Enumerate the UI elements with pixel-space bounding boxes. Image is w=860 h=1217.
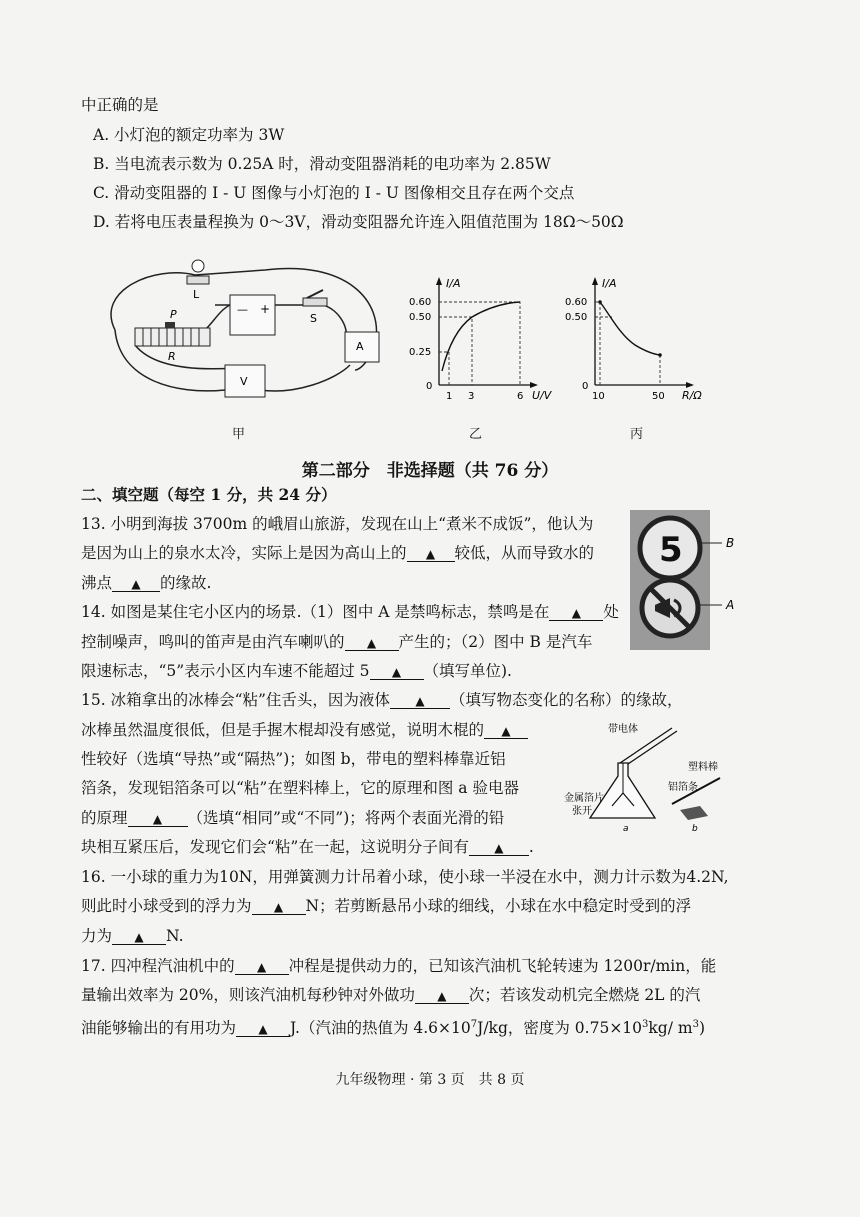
- electroscope-figure: [560, 718, 740, 838]
- ammeter-icon: [345, 332, 379, 362]
- answer-blank[interactable]: ▲: [549, 606, 603, 621]
- graph-b-xlabel: U/V: [532, 389, 552, 402]
- q12-option-b: B. 当电流表示数为 0.25A 时，滑动变阻器消耗的电功率为 2.85W: [93, 155, 551, 173]
- ammeter-label: A: [356, 340, 364, 353]
- plastic-rod-label: 塑料棒: [688, 762, 718, 773]
- q12-stem-end: 中正确的是: [81, 96, 159, 114]
- graph-c-origin: 0: [582, 381, 589, 392]
- q15-line6: 块相互紧压后，发现它们会“粘”在一起，这说明分子间有 ▲ .: [81, 838, 534, 856]
- page-footer: 九年级物理 · 第 3 页 共 8 页: [335, 1072, 525, 1088]
- graph-c-ytick: 0.60: [565, 297, 588, 308]
- battery-plus-label: +: [260, 302, 271, 316]
- answer-blank[interactable]: ▲: [128, 812, 188, 827]
- ir-graph: [560, 275, 710, 405]
- voltmeter-icon: [225, 365, 265, 397]
- q15-line4: 箔条，发现铝箔条可以“粘”在塑料棒上，它的原理和图 a 验电器: [81, 779, 519, 797]
- answer-blank[interactable]: ▲: [407, 547, 455, 562]
- sign-label-b: B: [726, 536, 735, 550]
- graph-b-ytick: 0.60: [409, 297, 432, 308]
- circuit-wire: [135, 345, 235, 369]
- graph-c-xlabel: R/Ω: [682, 389, 702, 402]
- q16-line2: 则此时小球受到的浮力为 ▲ N；若剪断悬吊小球的细线，小球在水中稳定时受到的浮: [81, 897, 692, 915]
- section-title: 二、填空题（每空 1 分，共 24 分）: [81, 485, 337, 504]
- lamp-icon: [187, 260, 209, 301]
- rheostat-label: R: [168, 350, 176, 363]
- answer-blank[interactable]: ▲: [484, 724, 528, 739]
- part2-title: 第二部分 非选择题（共 76 分）: [301, 461, 559, 481]
- answer-blank[interactable]: ▲: [390, 694, 450, 709]
- q15-line2: 冰棒虽然温度很低，但是手握木棍却没有感觉，说明木棍的 ▲: [81, 719, 528, 741]
- q17-line2: 量输出效率为 20%，则该汽油机每秒钟对外做功 ▲ 次；若该发动机完全燃烧 2L 的汽: [81, 986, 701, 1004]
- foil-open-label: 金属箔片: [564, 793, 604, 804]
- fig-b-caption: b: [692, 824, 698, 834]
- graph-c-curve: [600, 302, 660, 355]
- q17-line3: 油能够输出的有用功为 ▲ J.（汽油的热值为 $4.6\times 10^7J/kg$，密度为 $0.75\times 10^3kg/$ $m^3$): [81, 1019, 706, 1038]
- q12-option-a: A. 小灯泡的额定功率为 3W: [93, 126, 285, 144]
- answer-blank[interactable]: ▲: [252, 900, 306, 915]
- answer-blank[interactable]: ▲: [112, 577, 160, 592]
- graph-b-origin: 0: [426, 381, 433, 392]
- charged-body-label: 带电体: [608, 724, 638, 735]
- q13-line2: 是因为山上的泉水太冷，实际上是因为高山上的 ▲ 较低，从而导致水的: [81, 544, 595, 562]
- q17-line1: 17. 四冲程汽油机中的 ▲ 冲程是提供动力的，已知该汽油机飞轮转速为 1200r/min，能: [81, 957, 717, 975]
- graph-c-xtick: 50: [652, 391, 665, 402]
- road-sign-figure: [630, 510, 740, 650]
- circuit-figure: [95, 250, 395, 415]
- iu-graph: [404, 275, 552, 405]
- foil-strip-label: 铝箔条: [668, 782, 698, 793]
- answer-blank[interactable]: ▲: [345, 636, 399, 651]
- q14-line1: 14. 如图是某住宅小区内的场景.（1）图中 A 是禁鸣标志，禁鸣是在 ▲ 处: [81, 603, 619, 621]
- fig-a-caption: a: [623, 824, 629, 834]
- graph-c-guides: [595, 302, 660, 385]
- slider-label: P: [170, 308, 177, 321]
- graph-b-ytick: 0.25: [409, 347, 432, 358]
- q14-line3: 限速标志，“5”表示小区内车速不能超过 5 ▲ （填写单位).: [81, 662, 512, 680]
- switch-label: S: [310, 312, 317, 325]
- graph-c-ytick: 0.50: [565, 312, 588, 323]
- graph-b-xtick: 3: [468, 391, 475, 402]
- speed-limit-number: 5: [659, 530, 683, 570]
- sign-label-a: A: [726, 598, 735, 612]
- answer-blank[interactable]: ▲: [235, 960, 289, 975]
- q15-line3: 性较好（选填“导热”或“隔热”)；如图 b，带电的塑料棒靠近铝: [81, 750, 506, 768]
- graph-c-caption: 丙: [630, 427, 644, 442]
- switch-icon: [303, 290, 327, 325]
- circuit-caption: 甲: [232, 427, 246, 442]
- circuit-wire: [205, 305, 230, 330]
- graph-b-ytick: 0.50: [409, 312, 432, 323]
- q13-line1: 13. 小明到海拔 3700m 的峨眉山旅游，发现在山上“煮米不成饭”，他认为: [81, 515, 594, 533]
- q13-line3: 沸点 ▲ 的缘故.: [81, 574, 212, 592]
- q16-line3: 力为 ▲ N.: [81, 927, 184, 945]
- lamp-label: L: [193, 288, 200, 301]
- battery-minus-label: —: [237, 303, 248, 316]
- graph-b-ylabel: I/A: [446, 277, 461, 290]
- graph-b-curve: [442, 302, 520, 371]
- graph-c-xtick: 10: [592, 391, 605, 402]
- q15-line5: 的原理 ▲ （选填“相同”或“不同”)；将两个表面光滑的铅: [81, 809, 505, 827]
- q12-option-d: D. 若将电压表量程换为 0～3V，滑动变阻器允许连入阻值范围为 18Ω～50Ω: [93, 213, 624, 231]
- q12-option-c: C. 滑动变阻器的 I - U 图像与小灯泡的 I - U 图像相交且存在两个交点: [93, 184, 575, 202]
- graph-b-xtick: 6: [517, 391, 524, 402]
- answer-blank[interactable]: ▲: [370, 665, 424, 680]
- voltmeter-label: V: [240, 375, 248, 388]
- graph-c-ylabel: I/A: [602, 277, 617, 290]
- answer-blank[interactable]: ▲: [469, 841, 529, 856]
- q15-line1: 15. 冰箱拿出的冰棒会“粘”住舌头，因为液体 ▲ （填写物态变化的名称）的缘故，: [81, 691, 683, 709]
- q14-line2: 控制噪声，鸣叫的笛声是由汽车喇叭的 ▲ 产生的；（2）图中 B 是汽车: [81, 633, 593, 651]
- graph-b-caption: 乙: [469, 427, 483, 442]
- answer-blank[interactable]: ▲: [112, 930, 166, 945]
- answer-blank[interactable]: ▲: [236, 1022, 290, 1037]
- answer-blank[interactable]: ▲: [415, 989, 469, 1004]
- graph-b-xtick: 1: [446, 391, 453, 402]
- battery-icon: [230, 295, 275, 335]
- q16-line1: 16. 一小球的重力为10N，用弹簧测力计吊着小球，使小球一半浸在水中，测力计示数为4.2N,: [81, 868, 729, 886]
- foil-strip-icon: [680, 806, 708, 820]
- circuit-wire: [260, 365, 350, 391]
- circuit-wire: [323, 305, 346, 340]
- foil-open-label-2: 张开: [572, 806, 592, 817]
